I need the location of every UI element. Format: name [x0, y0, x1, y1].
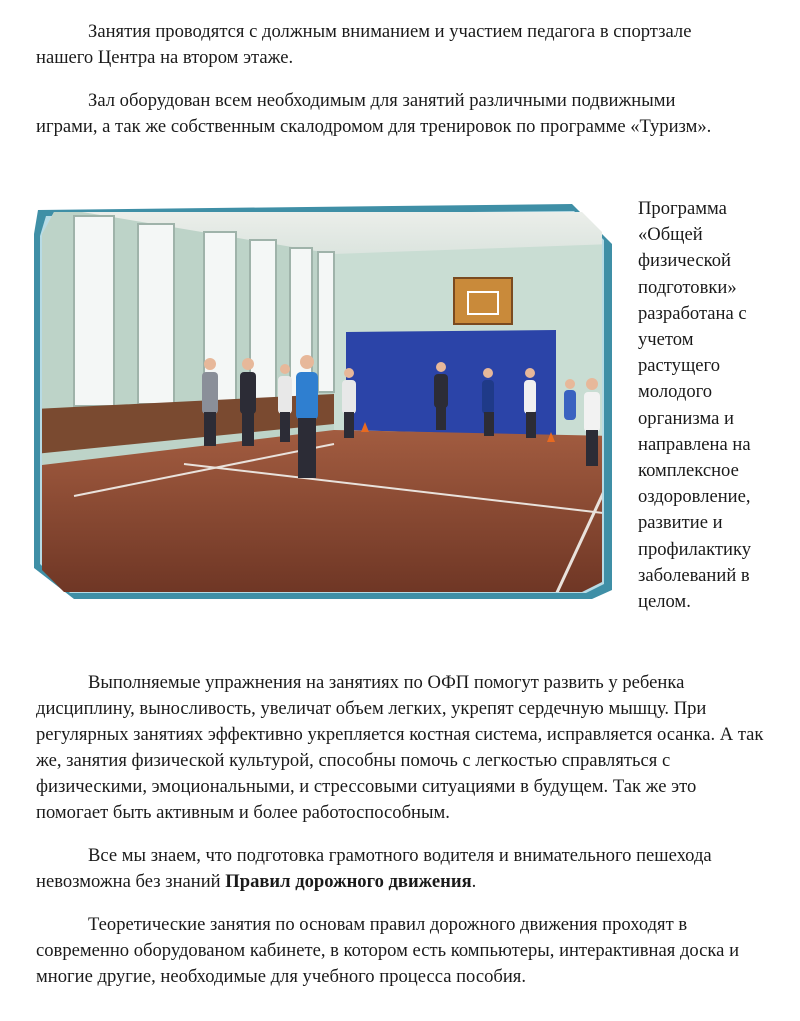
paragraph-line: .	[471, 871, 477, 892]
ofp-program-description: Программа «Общей физической подготовки» разработана с учетом растущего молодого организма и направлена на комплексное оздоровление, развитие и профилактику заболеваний в целом.	[638, 198, 752, 613]
paragraph-gym-equipment	[36, 88, 766, 140]
paragraph-line: нашего Центра на втором этаже.	[36, 47, 294, 68]
paragraph-line: современно оборудованом кабинете, в котором есть компьютеры, интерактивная доска и многие другие, необходимые для учебного процесса пособия.	[36, 940, 740, 987]
paragraph-line: невозможна без знаний	[36, 871, 226, 892]
paragraph-line: Занятия проводятся с должным вниманием и участием педагога в спортзале	[88, 21, 692, 42]
paragraph-gym-location	[36, 19, 766, 71]
paragraph-line: Выполняемые упражнения на занятиях по ОФП помогут развить у ребенка	[88, 672, 685, 693]
paragraph-theory-classroom	[36, 912, 766, 990]
paragraph-traffic-rules	[36, 843, 766, 895]
traffic-rules-emphasis: Правил дорожного движения	[225, 871, 472, 892]
gym-photo	[34, 204, 612, 599]
paragraph-line: дисциплину, выносливость, увеличат объем легких, укрепят сердечную мышцу. При регулярных занятиях эффективно укрепляется костная система, исправляется осанка. А так же, занятия физической культурой, способны помочь с легкостью справляться с физическими, эмоциональными, и стрессовыми ситуациями в будущем. Так же это помогает быть активным и более работоспособным.	[36, 698, 764, 823]
paragraph-line: Теоретические занятия по основам правил дорожного движения проходят в	[88, 914, 688, 935]
paragraph-line: Зал оборудован всем необходимым для занятий различными подвижными	[88, 90, 676, 111]
paragraph-ofp-benefits	[36, 670, 766, 826]
paragraph-line: Все мы знаем, что подготовка грамотного водителя и внимательного пешехода	[88, 845, 712, 866]
paragraph-line: играми, а так же собственным скалодромом для тренировок по программе «Туризм».	[36, 116, 712, 137]
